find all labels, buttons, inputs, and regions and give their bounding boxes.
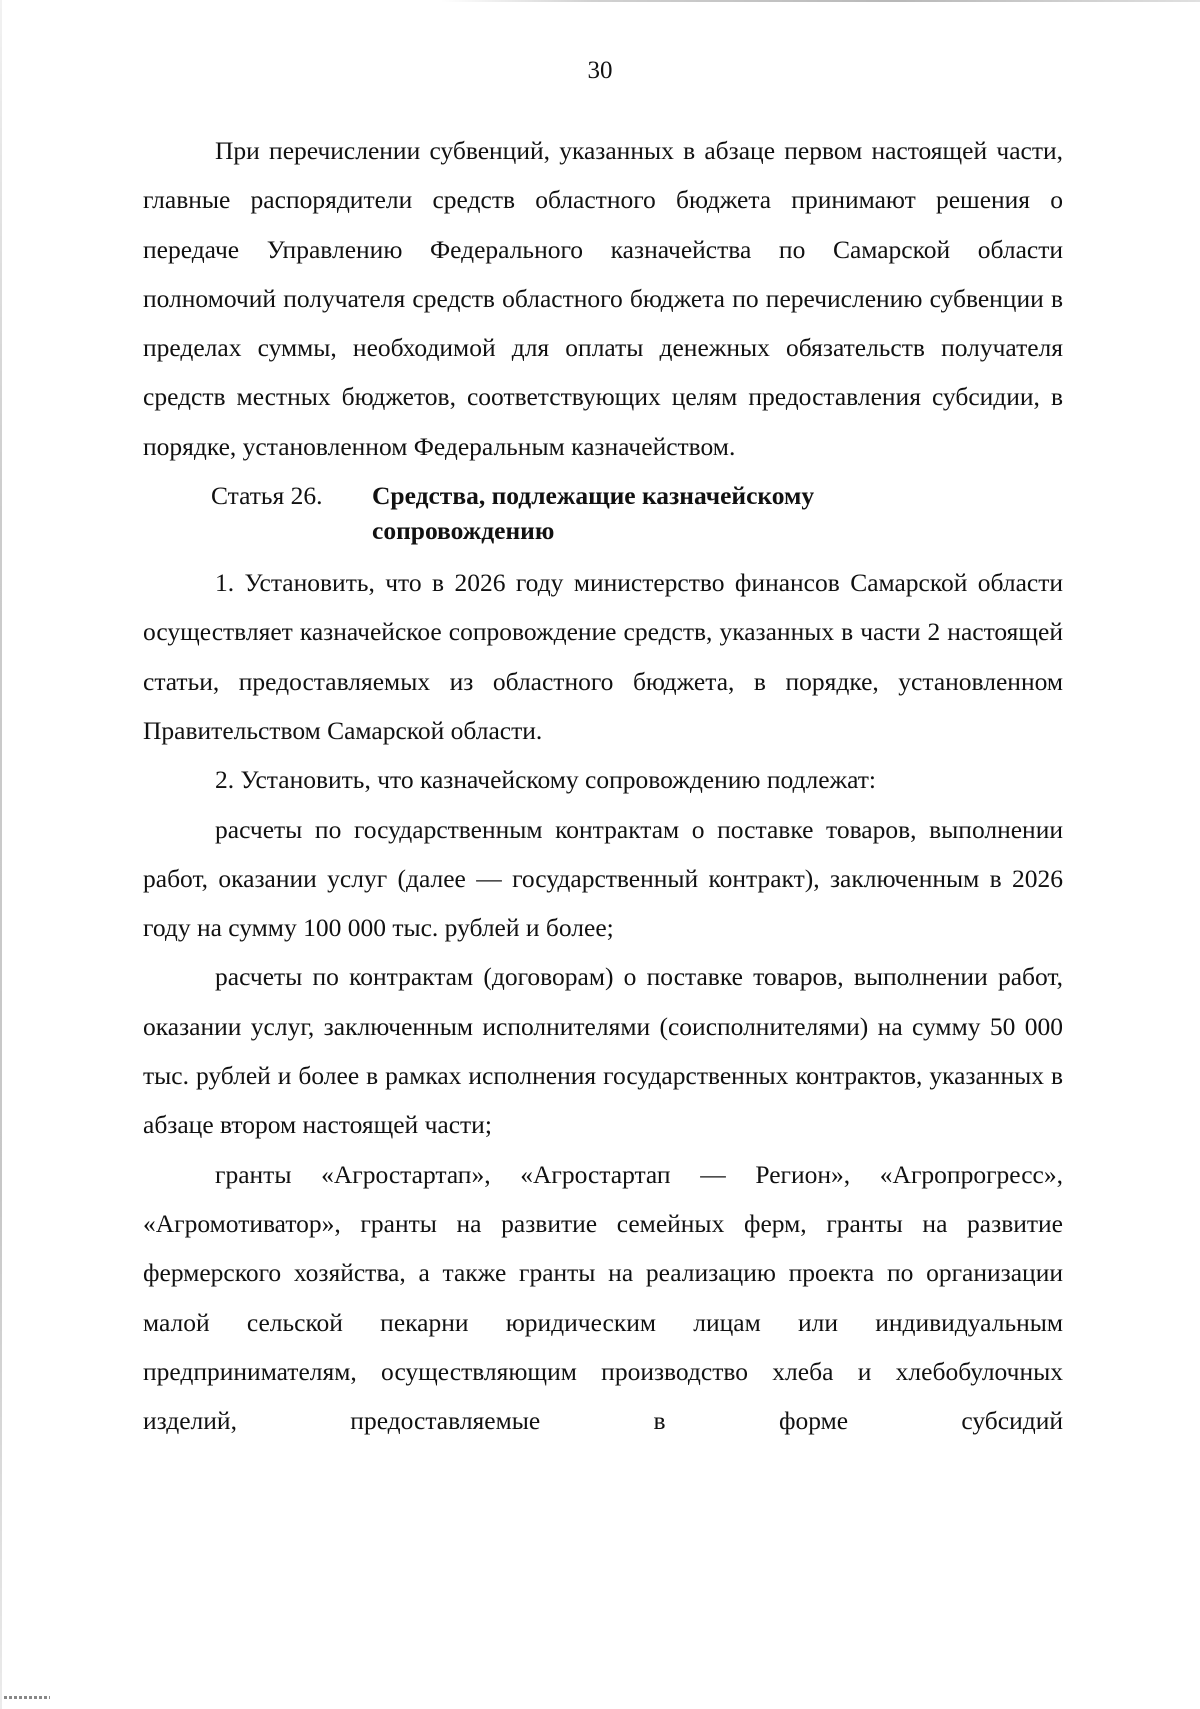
scan-edge-left bbox=[0, 0, 2, 1709]
article-title: Средства, подлежащие казначейскому сопровождению bbox=[372, 481, 815, 546]
intro-paragraph: При перечислении субвенций, указанных в абзаце первом настоящей части, главные распорядители средств областного бюджета принимают решения о передаче Управлению Федерального казначейства по Самарской области полномочий получателя средств областного бюджета по перечислению субвенции в пределах суммы, необходимой для оплаты денежных обязательств получателя средств местных бюджетов, соответствующих целям предоставления субсидии, в порядке, установленном Федеральным казначейством. bbox=[143, 136, 1063, 461]
paragraph-3: расчеты по государственным контрактам о поставке товаров, выполнении работ, оказании услуг (далее — государственный контракт), заключенным в 2026 году на сумму 100 000 тыс. рублей и более; bbox=[143, 814, 1063, 943]
article-number: Статья 26. bbox=[211, 481, 323, 511]
page-number: 30 bbox=[587, 57, 613, 84]
scan-mark bbox=[4, 1696, 50, 1699]
article-heading bbox=[143, 478, 1063, 558]
document-body bbox=[143, 126, 1063, 1445]
paragraph-4: расчеты по контрактам (договорам) о поставке товаров, выполнении работ, оказании услуг, заключенным исполнителями (соисполнителями) на сумму 50 000 тыс. рублей и более в рамках исполнения государственных контрактов, указанных в абзаце втором настоящей части; bbox=[143, 962, 1063, 1140]
scan-edge-top bbox=[440, 0, 1200, 2]
paragraph-5: гранты «Агростартап», «Агростартап — Регион», «Агропрогресс», «Агромотиватор», гранты на развитие семейных ферм, гранты на развитие фермерского хозяйства, а также гранты на реализацию проекта по организации малой сельской пекарни юридическим лицам или индивидуальным предпринимателям, осуществляющим производство хлеба и хлебобулочных изделий, предоставляемые в форме субсидий bbox=[143, 1159, 1063, 1436]
paragraph-2: 2. Установить, что казначейскому сопровождению подлежат: bbox=[215, 765, 877, 795]
paragraph-1: 1. Установить, что в 2026 году министерство финансов Самарской области осуществляет казначейское сопровождение средств, указанных в части 2 настоящей статьи, предоставляемых из областного бюджета, в порядке, установленном Правительством Самарской области. bbox=[143, 568, 1063, 745]
